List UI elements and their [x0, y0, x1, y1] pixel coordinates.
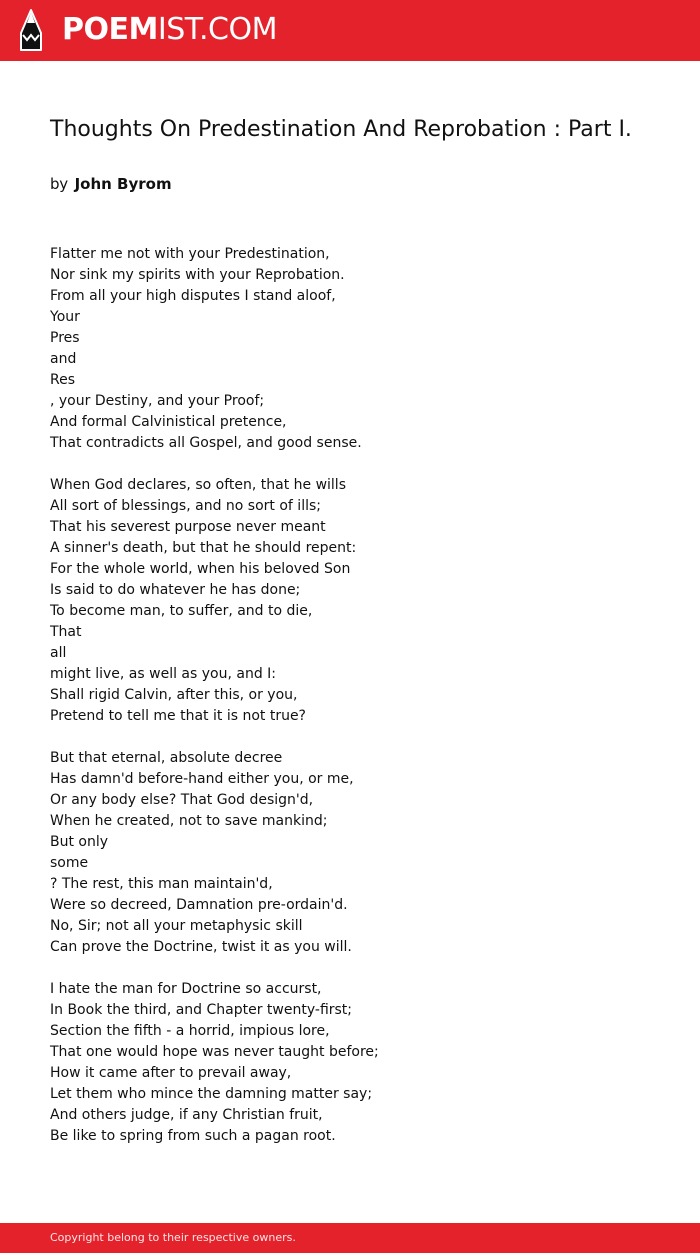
poem-line: Section the fifth - a horrid, impious lore, [50, 1023, 330, 1039]
poem-line: Pres [50, 330, 80, 346]
poem-line: And formal Calvinistical pretence, [50, 414, 287, 430]
poem-line: Flatter me not with your Predestination, [50, 246, 330, 262]
poem-line: And others judge, if any Christian fruit, [50, 1107, 323, 1123]
poem-line: That contradicts all Gospel, and good sense. [50, 435, 362, 451]
poem-line: Is said to do whatever he has done; [50, 582, 301, 598]
poem-line: and [50, 351, 77, 367]
poem-line: Let them who mince the damning matter say; [50, 1086, 373, 1102]
poem-line: That one would hope was never taught before; [50, 1044, 379, 1060]
poem-line: That his severest purpose never meant [50, 519, 326, 535]
poem-line: From all your high disputes I stand aloof, [50, 288, 336, 304]
pencil-tip-icon[interactable] [18, 9, 44, 51]
poem-line: How it came after to prevail away, [50, 1065, 292, 1081]
poem-line: Res [50, 372, 76, 388]
poem-line: But that eternal, absolute decree [50, 750, 283, 766]
poem-line: For the whole world, when his beloved Son [50, 561, 351, 577]
poem-line: Can prove the Doctrine, twist it as you will. [50, 939, 352, 955]
poem-line: Or any body else? That God design'd, [50, 792, 314, 808]
site-logo[interactable] [62, 12, 277, 48]
stanza-break [50, 727, 670, 748]
site-header [0, 0, 700, 61]
author-name[interactable]: John Byrom [74, 175, 172, 193]
poem-body [50, 244, 670, 1147]
poem-line: Shall rigid Calvin, after this, or you, [50, 687, 298, 703]
copyright-text: Copyright belong to their respective owners. [50, 1231, 296, 1244]
poem-line: some [50, 855, 89, 871]
stanza-break [50, 958, 670, 979]
poem-line: Pretend to tell me that it is not true? [50, 708, 306, 724]
poem-line: All sort of blessings, and no sort of ills; [50, 498, 321, 514]
poem-line: ? The rest, this man maintain'd, [50, 876, 273, 892]
poem-line: Were so decreed, Damnation pre-ordain'd. [50, 897, 348, 913]
poem-line: To become man, to suffer, and to die, [50, 603, 313, 619]
poem-line: When he created, not to save mankind; [50, 813, 328, 829]
byline [50, 174, 172, 194]
poem-line: Nor sink my spirits with your Reprobation. [50, 267, 345, 283]
stanza-break [50, 454, 670, 475]
poem-title: Thoughts On Predestination And Reprobation : Part I. [50, 117, 632, 142]
poem-line: all [50, 645, 67, 661]
poem-line: might live, as well as you, and I: [50, 666, 277, 682]
poem-line: That [50, 624, 82, 640]
logo-text-light: IST.COM [157, 12, 277, 47]
poem-line: In Book the third, and Chapter twenty-first; [50, 1002, 353, 1018]
site-footer [0, 1223, 700, 1253]
poem-line: Your [50, 309, 80, 325]
poem-line: A sinner's death, but that he should repent: [50, 540, 357, 556]
poem-line: Be like to spring from such a pagan root. [50, 1128, 336, 1144]
byline-prefix: by [50, 175, 68, 193]
poem-line: , your Destiny, and your Proof; [50, 393, 265, 409]
poem-line: When God declares, so often, that he wills [50, 477, 346, 493]
poem-line: No, Sir; not all your metaphysic skill [50, 918, 303, 934]
poem-line: Has damn'd before-hand either you, or me, [50, 771, 354, 787]
logo-text-bold: POEM [62, 12, 158, 47]
poem-line: I hate the man for Doctrine so accurst, [50, 981, 322, 997]
poem-line: But only [50, 834, 109, 850]
